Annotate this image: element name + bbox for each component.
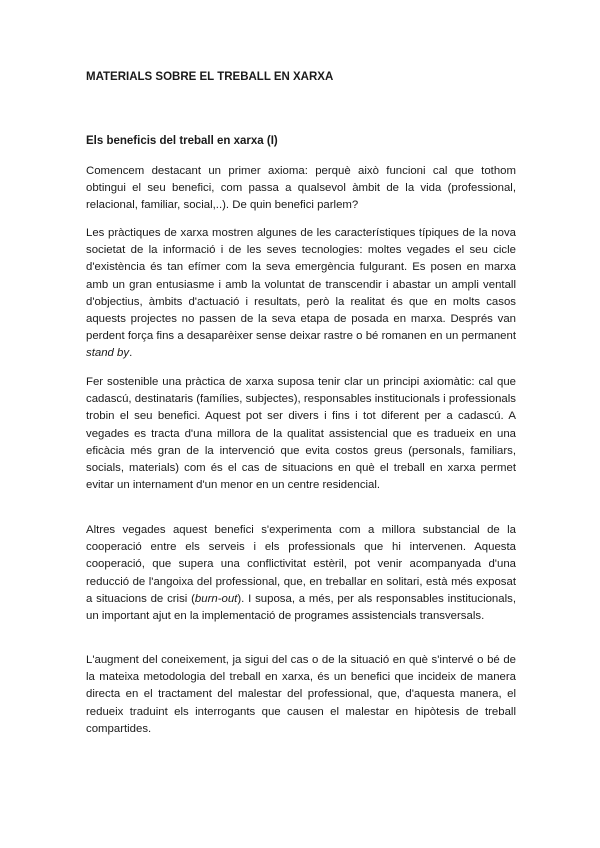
paragraph: Comencem destacant un primer axioma: perquè això funcioni cal que tothom obtingui el seu benefici, com passa a qualsevol àmbit de la vida (professional, relacional, familiar, social,..). De quin benefici parlem?: [86, 165, 516, 212]
emphasized-text: stand by: [86, 347, 130, 360]
document-title: MATERIALS SOBRE EL TREBALL EN XARXA: [86, 71, 334, 83]
paragraph: [86, 522, 516, 625]
paragraph-text: Altres vegades aquest benefici s'experimenta com a millora substancial de la cooperació entre els serveis i els professionals que hi intervenen. Aquesta cooperació, que supera una conflictivitat estèril, pot venir acompanyada d'una reducció de l'angoixa del professional, que, en treballar en solitari, està més exposat a situacions de crisi (: [86, 524, 516, 605]
paragraph: [86, 225, 516, 363]
emphasized-text: burn-out: [194, 592, 238, 605]
paragraph: L'augment del coneixement, ja sigui del cas o de la situació en què s'intervé o bé de la mateixa metodologia del treball en xarxa, és un benefici que incideix de manera directa en el tractament del malestar del professional, que, d'aquesta manera, el redueix traduint els interrogants que causen el malestar en hipòtesis de treball compartides.: [86, 654, 516, 735]
section-title: Els beneficis del treball en xarxa (I): [86, 135, 278, 147]
paragraph-text: ). I suposa, a més, per als responsables institucionals, un important ajut en la implementació de programes assistencials transversals.: [86, 592, 516, 623]
paragraph: Fer sostenible una pràctica de xarxa suposa tenir clar un principi axiomàtic: cal que cadascú, destinataris (famílies, subjectes), responsables institucionals i professionals trobin el seu benefici. Aquest pot ser divers i fins i tot diferent per a cadascú. A vegades es tracta d'una millora de la qualitat assistencial que es tradueix en una eficàcia més gran de la intervenció que evita costos greus (personals, familiars, socials, materials) com és el cas de situacions en què el treball en xarxa permet evitar un internament d'un menor en un centre residencial.: [86, 376, 516, 492]
paragraph-text: Les pràctiques de xarxa mostren algunes de les característiques típiques de la nova societat de la informació i de les seves tecnologies: moltes vegades el seu cicle d'existència és tan efímer com la seva emergència fulgurant. Es posen en marxa amb un gran entusiasme i amb la voluntat de transcendir i abastar un ampli ventall d'objectius, àmbits d'actuació i resultats, però la realitat és que en molts casos aquests projectes no passen de la seva etapa de posada en marxa. Després van perdent força fins a desaparèixer sense deixar rastre o bé romanen en un permanent: [86, 227, 516, 343]
paragraph-text: .: [129, 347, 133, 360]
